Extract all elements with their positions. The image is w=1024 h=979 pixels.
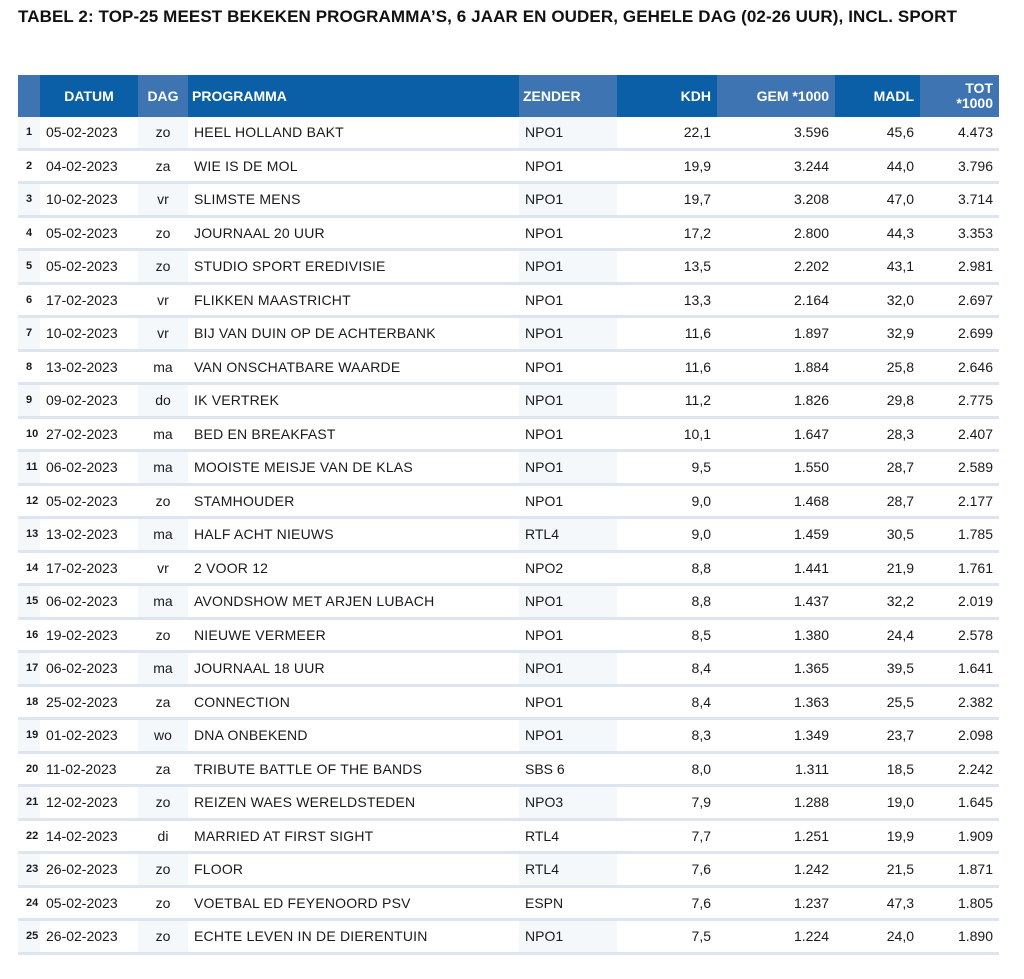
table-title: TABEL 2: TOP-25 MEEST BEKEKEN PROGRAMMA’S, 6 JAAR EN OUDER, GEHELE DAG (02-26 UUR), INCL. SPORT	[18, 7, 957, 26]
cell-gem: 1.550	[717, 452, 835, 486]
cell-datum: 26-02-2023	[40, 921, 138, 955]
cell-kdh: 13,5	[617, 251, 717, 285]
cell-gem: 1.441	[717, 553, 835, 587]
cell-zender: NPO1	[519, 620, 617, 654]
table-row	[18, 754, 999, 788]
cell-tot: 1.909	[920, 821, 999, 855]
cell-programma: TRIBUTE BATTLE OF THE BANDS	[188, 754, 519, 788]
cell-programma: MARRIED AT FIRST SIGHT	[188, 821, 519, 855]
cell-num: 5	[18, 251, 40, 285]
cell-programma: 2 VOOR 12	[188, 553, 519, 587]
cell-zender: NPO1	[519, 218, 617, 252]
cell-num: 7	[18, 318, 40, 352]
cell-programma: VOETBAL ED FEYENOORD PSV	[188, 888, 519, 922]
cell-programma: SLIMSTE MENS	[188, 184, 519, 218]
cell-datum: 05-02-2023	[40, 218, 138, 252]
cell-num: 8	[18, 352, 40, 386]
cell-programma: BIJ VAN DUIN OP DE ACHTERBANK	[188, 318, 519, 352]
header-tot[interactable]	[920, 75, 999, 117]
cell-programma: REIZEN WAES WERELDSTEDEN	[188, 787, 519, 821]
cell-datum: 10-02-2023	[40, 318, 138, 352]
cell-datum: 06-02-2023	[40, 653, 138, 687]
cell-dag: do	[138, 385, 188, 419]
cell-dag: wo	[138, 720, 188, 754]
cell-num: 6	[18, 285, 40, 319]
cell-zender: NPO1	[519, 687, 617, 721]
cell-tot: 2.697	[920, 285, 999, 319]
cell-gem: 1.437	[717, 586, 835, 620]
cell-datum: 19-02-2023	[40, 620, 138, 654]
cell-datum: 26-02-2023	[40, 854, 138, 888]
cell-kdh: 9,5	[617, 452, 717, 486]
cell-num: 22	[18, 821, 40, 855]
cell-madl: 32,0	[835, 285, 920, 319]
cell-datum: 12-02-2023	[40, 787, 138, 821]
cell-datum: 17-02-2023	[40, 285, 138, 319]
cell-zender: NPO1	[519, 251, 617, 285]
cell-madl: 24,0	[835, 921, 920, 955]
table-row	[18, 653, 999, 687]
cell-programma: NIEUWE VERMEER	[188, 620, 519, 654]
table-row	[18, 419, 999, 453]
cell-gem: 1.380	[717, 620, 835, 654]
cell-datum: 10-02-2023	[40, 184, 138, 218]
cell-datum: 04-02-2023	[40, 151, 138, 185]
cell-dag: zo	[138, 854, 188, 888]
cell-madl: 25,5	[835, 687, 920, 721]
cell-zender: NPO1	[519, 921, 617, 955]
cell-zender: RTL4	[519, 519, 617, 553]
table-row	[18, 888, 999, 922]
cell-programma: CONNECTION	[188, 687, 519, 721]
cell-gem: 1.363	[717, 687, 835, 721]
cell-num: 2	[18, 151, 40, 185]
cell-zender: NPO3	[519, 787, 617, 821]
cell-num: 18	[18, 687, 40, 721]
cell-zender: NPO2	[519, 553, 617, 587]
header-zender[interactable]: ZENDER	[519, 75, 617, 117]
cell-kdh: 7,5	[617, 921, 717, 955]
cell-dag: zo	[138, 921, 188, 955]
cell-zender: NPO1	[519, 117, 617, 151]
cell-kdh: 19,9	[617, 151, 717, 185]
table-row	[18, 787, 999, 821]
cell-zender: NPO1	[519, 184, 617, 218]
cell-tot: 1.645	[920, 787, 999, 821]
header-madl[interactable]: MADL	[835, 75, 920, 117]
header-tot-line2: *1000	[956, 95, 993, 111]
cell-dag: ma	[138, 586, 188, 620]
cell-kdh: 11,2	[617, 385, 717, 419]
cell-gem: 1.242	[717, 854, 835, 888]
cell-tot: 2.578	[920, 620, 999, 654]
cell-tot: 2.019	[920, 586, 999, 620]
cell-num: 16	[18, 620, 40, 654]
cell-tot: 2.382	[920, 687, 999, 721]
cell-gem: 1.224	[717, 921, 835, 955]
cell-programma: FLOOR	[188, 854, 519, 888]
cell-gem: 1.459	[717, 519, 835, 553]
cell-dag: zo	[138, 251, 188, 285]
cell-datum: 25-02-2023	[40, 687, 138, 721]
table-row	[18, 218, 999, 252]
cell-zender: NPO1	[519, 586, 617, 620]
cell-kdh: 8,4	[617, 687, 717, 721]
cell-kdh: 7,6	[617, 854, 717, 888]
table-row	[18, 519, 999, 553]
header-dag[interactable]: DAG	[138, 75, 188, 117]
cell-num: 4	[18, 218, 40, 252]
cell-kdh: 10,1	[617, 419, 717, 453]
cell-datum: 27-02-2023	[40, 419, 138, 453]
cell-datum: 17-02-2023	[40, 553, 138, 587]
cell-madl: 18,5	[835, 754, 920, 788]
cell-datum: 05-02-2023	[40, 486, 138, 520]
cell-zender: NPO1	[519, 419, 617, 453]
cell-tot: 1.871	[920, 854, 999, 888]
cell-zender: NPO1	[519, 452, 617, 486]
cell-dag: ma	[138, 519, 188, 553]
cell-kdh: 19,7	[617, 184, 717, 218]
cell-tot: 2.589	[920, 452, 999, 486]
header-gem[interactable]: GEM *1000	[717, 75, 835, 117]
cell-zender: NPO1	[519, 385, 617, 419]
cell-madl: 30,5	[835, 519, 920, 553]
cell-programma: MOOISTE MEISJE VAN DE KLAS	[188, 452, 519, 486]
cell-dag: vr	[138, 318, 188, 352]
cell-kdh: 8,8	[617, 553, 717, 587]
cell-num: 24	[18, 888, 40, 922]
cell-kdh: 13,3	[617, 285, 717, 319]
cell-tot: 2.407	[920, 419, 999, 453]
cell-kdh: 22,1	[617, 117, 717, 151]
cell-kdh: 9,0	[617, 486, 717, 520]
cell-programma: BED EN BREAKFAST	[188, 419, 519, 453]
cell-datum: 13-02-2023	[40, 519, 138, 553]
cell-kdh: 9,0	[617, 519, 717, 553]
cell-datum: 05-02-2023	[40, 117, 138, 151]
cell-tot: 1.785	[920, 519, 999, 553]
cell-datum: 06-02-2023	[40, 586, 138, 620]
cell-dag: zo	[138, 888, 188, 922]
cell-num: 12	[18, 486, 40, 520]
cell-num: 11	[18, 452, 40, 486]
table-row	[18, 251, 999, 285]
cell-programma: DNA ONBEKEND	[188, 720, 519, 754]
table-row	[18, 553, 999, 587]
cell-kdh: 7,7	[617, 821, 717, 855]
cell-madl: 19,9	[835, 821, 920, 855]
cell-madl: 28,3	[835, 419, 920, 453]
cell-gem: 2.800	[717, 218, 835, 252]
cell-datum: 09-02-2023	[40, 385, 138, 419]
cell-kdh: 8,5	[617, 620, 717, 654]
cell-programma: VAN ONSCHATBARE WAARDE	[188, 352, 519, 386]
cell-kdh: 7,6	[617, 888, 717, 922]
cell-gem: 1.468	[717, 486, 835, 520]
cell-dag: zo	[138, 117, 188, 151]
cell-zender: RTL4	[519, 854, 617, 888]
cell-dag: zo	[138, 218, 188, 252]
cell-madl: 29,8	[835, 385, 920, 419]
cell-tot: 1.761	[920, 553, 999, 587]
cell-dag: ma	[138, 452, 188, 486]
cell-madl: 39,5	[835, 653, 920, 687]
cell-programma: STUDIO SPORT EREDIVISIE	[188, 251, 519, 285]
cell-dag: za	[138, 151, 188, 185]
cell-kdh: 8,8	[617, 586, 717, 620]
cell-zender: SBS 6	[519, 754, 617, 788]
cell-num: 17	[18, 653, 40, 687]
table-row	[18, 151, 999, 185]
cell-datum: 05-02-2023	[40, 251, 138, 285]
cell-gem: 1.349	[717, 720, 835, 754]
cell-madl: 43,1	[835, 251, 920, 285]
cell-zender: NPO1	[519, 151, 617, 185]
cell-kdh: 17,2	[617, 218, 717, 252]
cell-kdh: 8,3	[617, 720, 717, 754]
cell-madl: 28,7	[835, 486, 920, 520]
cell-tot: 2.098	[920, 720, 999, 754]
cell-programma: HEEL HOLLAND BAKT	[188, 117, 519, 151]
cell-gem: 3.596	[717, 117, 835, 151]
table-row	[18, 318, 999, 352]
cell-dag: za	[138, 754, 188, 788]
cell-dag: za	[138, 687, 188, 721]
cell-datum: 13-02-2023	[40, 352, 138, 386]
cell-madl: 47,0	[835, 184, 920, 218]
cell-gem: 1.311	[717, 754, 835, 788]
cell-madl: 44,3	[835, 218, 920, 252]
cell-num: 3	[18, 184, 40, 218]
cell-programma: JOURNAAL 18 UUR	[188, 653, 519, 687]
table-row	[18, 586, 999, 620]
table-row	[18, 452, 999, 486]
cell-madl: 25,8	[835, 352, 920, 386]
cell-tot: 2.646	[920, 352, 999, 386]
cell-tot: 2.699	[920, 318, 999, 352]
cell-madl: 44,0	[835, 151, 920, 185]
header-datum[interactable]: DATUM	[40, 75, 138, 117]
cell-gem: 1.365	[717, 653, 835, 687]
cell-tot: 3.714	[920, 184, 999, 218]
cell-zender: NPO1	[519, 720, 617, 754]
cell-madl: 21,5	[835, 854, 920, 888]
cell-datum: 14-02-2023	[40, 821, 138, 855]
table-row	[18, 385, 999, 419]
table-row	[18, 486, 999, 520]
table-row	[18, 720, 999, 754]
header-tot-line1: TOT	[965, 80, 993, 96]
cell-datum: 05-02-2023	[40, 888, 138, 922]
cell-programma: STAMHOUDER	[188, 486, 519, 520]
cell-gem: 1.897	[717, 318, 835, 352]
cell-madl: 21,9	[835, 553, 920, 587]
cell-programma: JOURNAAL 20 UUR	[188, 218, 519, 252]
cell-madl: 32,2	[835, 586, 920, 620]
cell-num: 9	[18, 385, 40, 419]
cell-programma: ECHTE LEVEN IN DE DIERENTUIN	[188, 921, 519, 955]
cell-zender: NPO1	[519, 486, 617, 520]
header-row	[18, 75, 999, 117]
table-row	[18, 184, 999, 218]
cell-dag: zo	[138, 486, 188, 520]
cell-dag: vr	[138, 184, 188, 218]
cell-gem: 3.244	[717, 151, 835, 185]
cell-num: 13	[18, 519, 40, 553]
cell-tot: 1.641	[920, 653, 999, 687]
cell-dag: zo	[138, 620, 188, 654]
cell-tot: 2.242	[920, 754, 999, 788]
top25-table	[18, 75, 999, 955]
cell-tot: 2.775	[920, 385, 999, 419]
cell-gem: 1.826	[717, 385, 835, 419]
table-row	[18, 620, 999, 654]
cell-zender: NPO1	[519, 653, 617, 687]
cell-zender: NPO1	[519, 285, 617, 319]
cell-madl: 28,7	[835, 452, 920, 486]
header-kdh[interactable]: KDH	[617, 75, 717, 117]
cell-programma: AVONDSHOW MET ARJEN LUBACH	[188, 586, 519, 620]
cell-tot: 2.981	[920, 251, 999, 285]
header-programma[interactable]: PROGRAMMA	[188, 75, 519, 117]
cell-tot: 2.177	[920, 486, 999, 520]
cell-gem: 2.202	[717, 251, 835, 285]
cell-dag: vr	[138, 285, 188, 319]
cell-gem: 1.237	[717, 888, 835, 922]
cell-programma: FLIKKEN MAASTRICHT	[188, 285, 519, 319]
cell-kdh: 8,0	[617, 754, 717, 788]
cell-tot: 4.473	[920, 117, 999, 151]
cell-num: 25	[18, 921, 40, 955]
cell-gem: 1.251	[717, 821, 835, 855]
cell-kdh: 7,9	[617, 787, 717, 821]
cell-dag: ma	[138, 653, 188, 687]
table-row	[18, 821, 999, 855]
cell-dag: di	[138, 821, 188, 855]
cell-dag: ma	[138, 352, 188, 386]
cell-num: 19	[18, 720, 40, 754]
cell-kdh: 8,4	[617, 653, 717, 687]
cell-tot: 1.890	[920, 921, 999, 955]
cell-num: 1	[18, 117, 40, 151]
cell-tot: 3.796	[920, 151, 999, 185]
cell-programma: WIE IS DE MOL	[188, 151, 519, 185]
cell-gem: 2.164	[717, 285, 835, 319]
cell-zender: NPO1	[519, 352, 617, 386]
cell-programma: HALF ACHT NIEUWS	[188, 519, 519, 553]
cell-gem: 3.208	[717, 184, 835, 218]
cell-datum: 06-02-2023	[40, 452, 138, 486]
cell-gem: 1.884	[717, 352, 835, 386]
cell-madl: 23,7	[835, 720, 920, 754]
cell-madl: 45,6	[835, 117, 920, 151]
table-row	[18, 854, 999, 888]
table-row	[18, 117, 999, 151]
cell-dag: zo	[138, 787, 188, 821]
cell-datum: 01-02-2023	[40, 720, 138, 754]
cell-programma: IK VERTREK	[188, 385, 519, 419]
cell-datum: 11-02-2023	[40, 754, 138, 788]
cell-num: 10	[18, 419, 40, 453]
cell-dag: ma	[138, 419, 188, 453]
cell-num: 21	[18, 787, 40, 821]
cell-madl: 47,3	[835, 888, 920, 922]
table-row	[18, 352, 999, 386]
cell-num: 20	[18, 754, 40, 788]
cell-num: 23	[18, 854, 40, 888]
table-row	[18, 285, 999, 319]
table-body	[18, 117, 999, 955]
cell-gem: 1.647	[717, 419, 835, 453]
cell-zender: RTL4	[519, 821, 617, 855]
cell-zender: NPO1	[519, 318, 617, 352]
cell-tot: 3.353	[920, 218, 999, 252]
cell-tot: 1.805	[920, 888, 999, 922]
cell-madl: 32,9	[835, 318, 920, 352]
cell-gem: 1.288	[717, 787, 835, 821]
table-row	[18, 687, 999, 721]
cell-madl: 19,0	[835, 787, 920, 821]
cell-kdh: 11,6	[617, 352, 717, 386]
header-rank	[18, 75, 40, 117]
cell-kdh: 11,6	[617, 318, 717, 352]
cell-dag: vr	[138, 553, 188, 587]
table-row	[18, 921, 999, 955]
cell-num: 15	[18, 586, 40, 620]
cell-num: 14	[18, 553, 40, 587]
cell-madl: 24,4	[835, 620, 920, 654]
cell-zender: ESPN	[519, 888, 617, 922]
